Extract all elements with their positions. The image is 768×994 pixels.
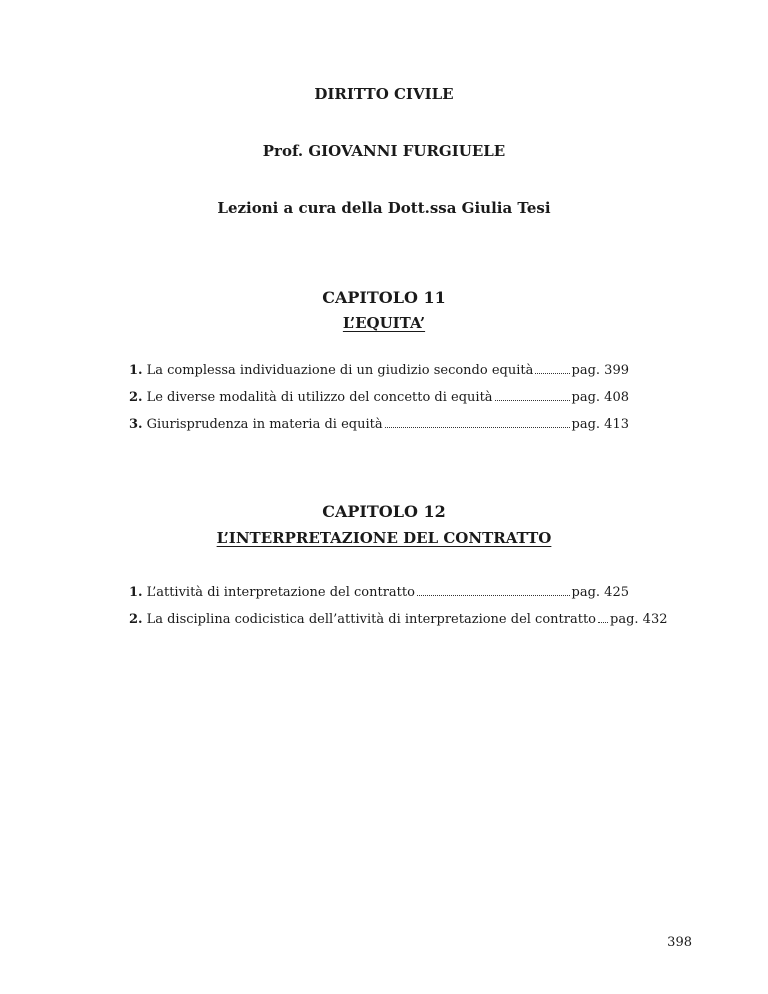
- chapter-11-title: [0, 314, 768, 332]
- toc-dot-leader: [385, 427, 570, 428]
- toc-entry-page: pag. 399: [571, 363, 629, 378]
- toc-entry-text: Le diverse modalità di utilizzo del concetto di equità: [146, 390, 493, 405]
- chapter-11-title-text: L’EQUITA’: [342, 314, 426, 332]
- toc-entry: [129, 612, 668, 627]
- toc-entry: [129, 417, 629, 432]
- toc-entry: [129, 390, 629, 405]
- toc-entry: [129, 585, 629, 600]
- toc-entry-page: pag. 425: [571, 585, 629, 600]
- chapter-11-label: CAPITOLO 11: [322, 288, 446, 307]
- toc-entry-text: L’attività di interpretazione del contratto: [146, 585, 415, 600]
- toc-entry-text: La disciplina codicistica dell’attività di interpretazione del contratto: [146, 612, 597, 627]
- professor-name: Prof. GIOVANNI FURGIUELE: [262, 142, 506, 160]
- chapter-12-title: [0, 529, 768, 547]
- toc-entry-page: pag. 413: [571, 417, 629, 432]
- page-number: 398: [667, 935, 692, 950]
- toc-entry-page: pag. 408: [571, 390, 629, 405]
- chapter-12-title-text: L’INTERPRETAZIONE DEL CONTRATTO: [216, 529, 552, 547]
- course-title: DIRITTO CIVILE: [314, 85, 454, 103]
- toc-entry-page: pag. 432: [610, 612, 668, 627]
- toc-entry-number: 2.: [129, 390, 143, 405]
- toc-entry-number: 1.: [129, 585, 143, 600]
- lecture-credit: Lezioni a cura della Dott.ssa Giulia Tesi: [217, 199, 551, 217]
- toc-dot-leader: [417, 595, 570, 596]
- toc-dot-leader: [495, 400, 570, 401]
- toc-entry: [129, 363, 629, 378]
- toc-entry-text: La complessa individuazione di un giudizio secondo equità: [146, 363, 534, 378]
- toc-entry-number: 2.: [129, 612, 143, 627]
- toc-entry-text: Giurisprudenza in materia di equità: [146, 417, 383, 432]
- toc-dot-leader: [535, 373, 569, 374]
- toc-dot-leader: [598, 622, 608, 623]
- toc-entry-number: 3.: [129, 417, 143, 432]
- chapter-12-label: CAPITOLO 12: [322, 502, 446, 521]
- toc-entry-number: 1.: [129, 363, 143, 378]
